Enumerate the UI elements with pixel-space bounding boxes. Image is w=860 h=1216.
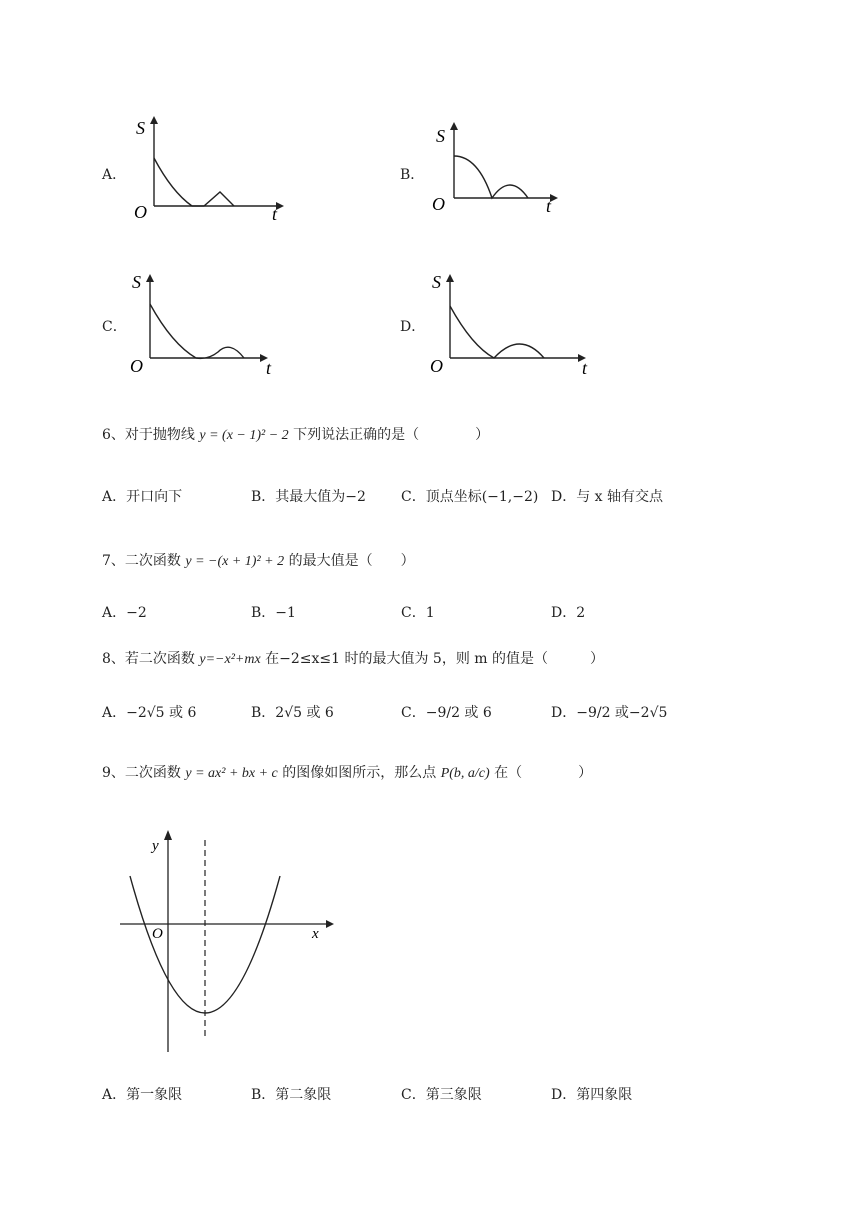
origin-label: O	[430, 356, 443, 376]
option-b-label: B．	[400, 167, 425, 183]
graph-option-a	[128, 112, 288, 224]
question-9	[102, 762, 592, 782]
question-9-option-d: D．第四象限	[551, 1087, 633, 1103]
origin-label: O	[432, 194, 445, 214]
question-6-option-c: C．顶点坐标(−1,−2)	[401, 489, 539, 505]
question-7-option-a: A．−2	[102, 605, 147, 621]
option-a-label: A．	[102, 167, 127, 183]
graph-option-d	[426, 264, 596, 376]
question-6	[102, 424, 489, 444]
question-6-option-a: A．开口向下	[102, 489, 183, 505]
question-8-option-d: D．−9/2 或−2√5	[551, 705, 668, 721]
question-6-suffix: 下列说法正确的是（ ）	[293, 427, 490, 443]
question-7-suffix: 的最大值是（ ）	[288, 553, 415, 569]
graph-option-b	[428, 112, 588, 224]
question-6-formula: y = (x − 1)² − 2	[199, 428, 289, 443]
question-9-formula: y = ax² + bx + c	[185, 766, 278, 781]
axis-label-t: t	[582, 358, 588, 376]
axis-label-y: y	[152, 838, 159, 854]
question-6-prefix: 6、对于抛物线	[102, 427, 195, 443]
question-7-formula: y = −(x + 1)² + 2	[185, 554, 285, 569]
axis-label-t: t	[546, 196, 552, 216]
option-d-label: D．	[400, 319, 426, 335]
question-6-option-b: B．其最大值为−2	[251, 489, 366, 505]
question-8-middle: 在−2≤x≤1 时的最大值为 5，则 m 的值是（ ）	[265, 651, 605, 667]
question-7-option-d: D．2	[551, 605, 586, 621]
question-9-point: P(b, a/c)	[440, 766, 490, 781]
graph-option-c	[124, 264, 284, 376]
question-8-option-c: C．−9/2 或 6	[401, 705, 492, 721]
axis-label-t: t	[266, 358, 272, 376]
question-8-option-a: A．−2√5 或 6	[102, 705, 197, 721]
question-9-option-c: C．第三象限	[401, 1087, 482, 1103]
question-7-option-b: B．−1	[251, 605, 296, 621]
axis-label-s: S	[436, 126, 445, 146]
axis-label-s: S	[136, 118, 145, 138]
question-7	[102, 550, 415, 570]
question-7-prefix: 7、二次函数	[102, 553, 181, 569]
axis-label-s: S	[432, 272, 441, 292]
question-8-prefix: 8、若二次函数	[102, 651, 195, 667]
question-9-graph	[116, 820, 346, 1060]
question-8-option-b: B．2√5 或 6	[251, 705, 334, 721]
question-9-middle: 的图像如图所示，那么点	[282, 765, 437, 781]
question-8-formula: y=−x²+mx	[199, 652, 261, 667]
question-9-prefix: 9、二次函数	[102, 765, 181, 781]
origin-label: O	[130, 356, 143, 376]
question-9-option-a: A．第一象限	[102, 1087, 183, 1103]
option-c-label: C．	[102, 319, 127, 335]
axis-label-s: S	[132, 272, 141, 292]
origin-label: O	[152, 926, 163, 942]
question-7-option-c: C．1	[401, 605, 435, 621]
question-9-option-b: B．第二象限	[251, 1087, 332, 1103]
origin-label: O	[134, 202, 147, 222]
question-8	[102, 648, 604, 668]
axis-label-t: t	[272, 204, 278, 224]
axis-label-x: x	[312, 926, 319, 942]
question-6-option-d: D．与 x 轴有交点	[551, 489, 664, 505]
question-9-suffix: 在（ ）	[494, 765, 593, 781]
